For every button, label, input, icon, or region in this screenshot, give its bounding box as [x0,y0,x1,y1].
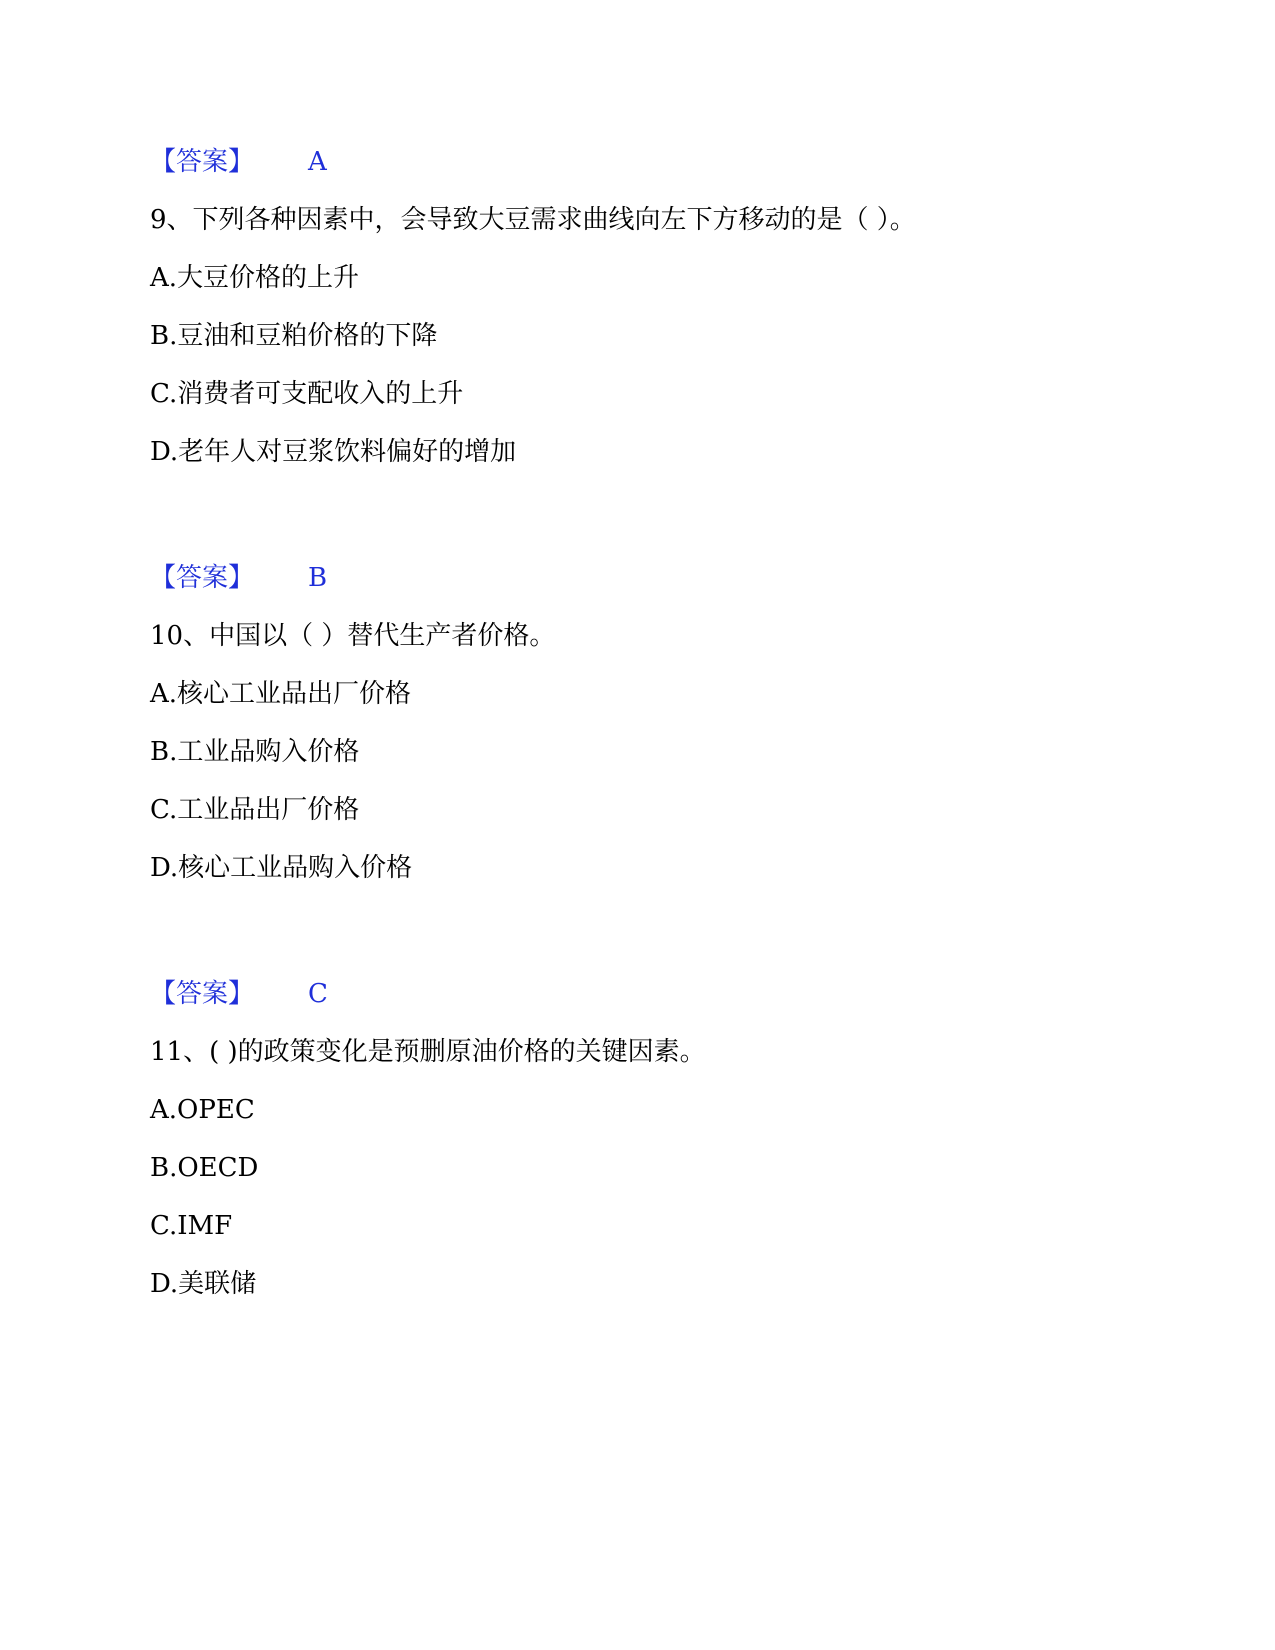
question-block-11 [150,972,1200,1306]
answer-value: A [308,147,327,177]
option-a: A.OPEC [150,1095,255,1125]
answer-line [150,140,1200,184]
question-text: 11、( )的政策变化是预删原油价格的关键因素。 [150,1037,706,1067]
answer-line [150,556,1200,600]
option-b: B.工业品购入价格 [150,737,360,767]
option-a: A.核心工业品出厂价格 [150,679,412,709]
answer-label: 【答案】 [150,563,255,593]
answer-value: B [308,563,328,593]
option-d: D.美联储 [150,1269,257,1299]
option-c: C.工业品出厂价格 [150,795,360,825]
answer-value: C [308,979,328,1009]
option-c: C.IMF [150,1211,233,1241]
option-d: D.核心工业品购入价格 [150,853,413,883]
question-block-10 [150,556,1200,890]
answer-label: 【答案】 [150,147,255,177]
option-c: C.消费者可支配收入的上升 [150,379,464,409]
option-a: A.大豆价格的上升 [150,263,360,293]
question-text: 9、下列各种因素中，会导致大豆需求曲线向左下方移动的是（ ）。 [150,205,916,235]
answer-line [150,972,1200,1016]
question-block-9 [150,140,1200,474]
option-d: D.老年人对豆浆饮料偏好的增加 [150,437,517,467]
answer-label: 【答案】 [150,979,255,1009]
question-text: 10、中国以（ ）替代生产者价格。 [150,621,556,651]
option-b: B.OECD [150,1153,259,1183]
option-b: B.豆油和豆粕价格的下降 [150,321,438,351]
